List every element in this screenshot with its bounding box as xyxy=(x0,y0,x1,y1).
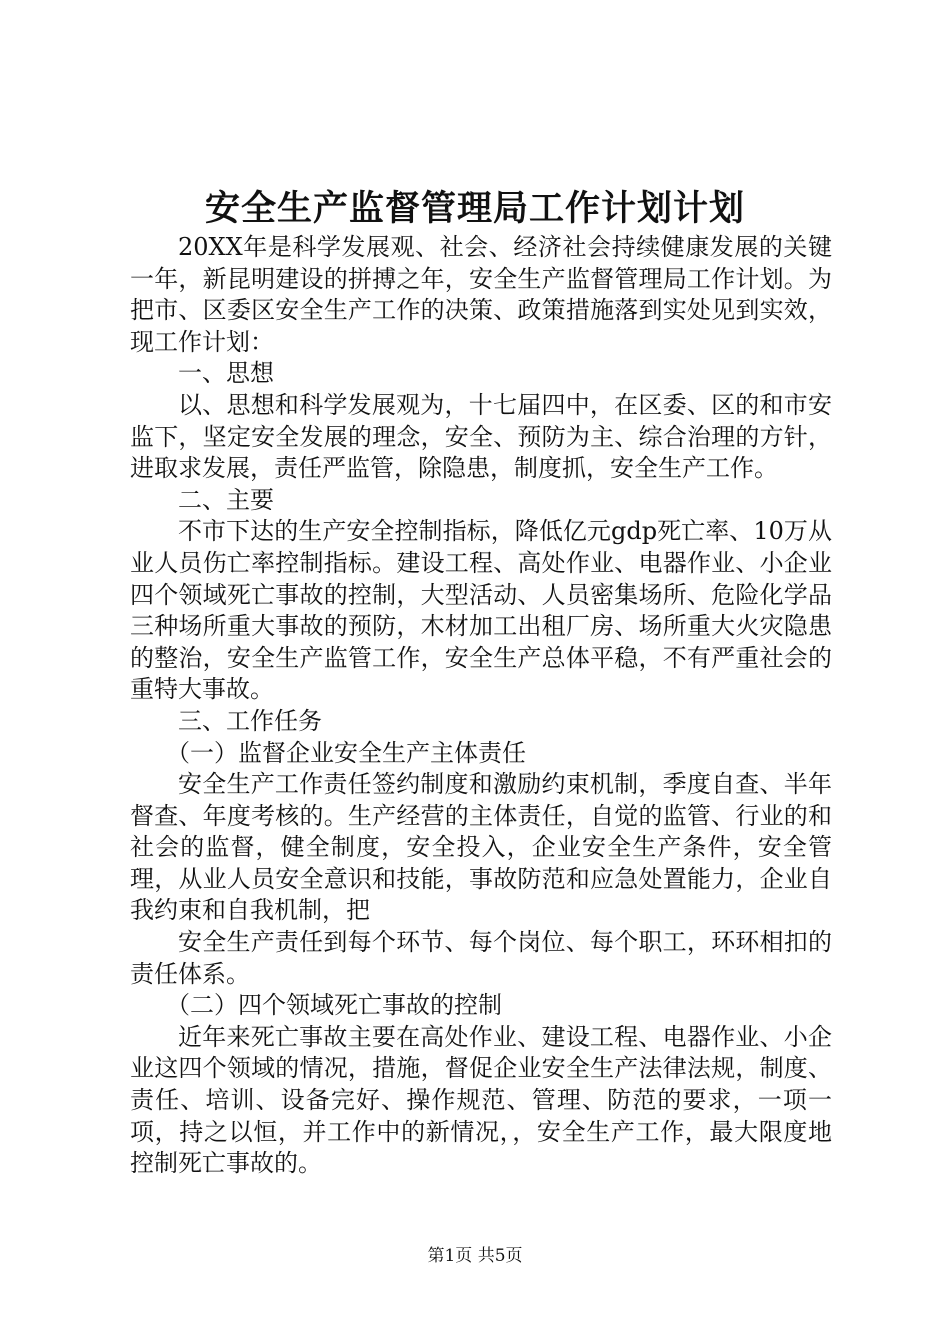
subsection-heading-2: （二）四个领域死亡事故的控制 xyxy=(166,991,502,1020)
intro-paragraph: 20XX年是科学发展观、社会、经济社会持续健康发展的关键一年，新昆明建设的拼搏之年，安全生产监督管理局工作计划。为把市、区委区安全生产工作的决策、政策措施落到实处见到实效，现工作计划： xyxy=(130,233,832,356)
thought-paragraph: 以、思想和科学发展观为，十七届四中，在区委、区的和市安监下，坚定安全发展的理念，安全、预防为主、综合治理的方针，进取求发展，责任严监管，除隐患，制度抓，安全生产工作。 xyxy=(130,390,832,483)
main-paragraph: 不市下达的生产安全控制指标，降低亿元gdp死亡率、10万从业人员伤亡率控制指标。建设工程、高处作业、电器作业、小企业四个领域死亡事故的控制，大型活动、人员密集场所、危险化学品三种场所重大事故的预防，木材加工出租厂房、场所重大火灾隐患的整治，安全生产监管工作，安全生产总体平稳，不有严重社会的重特大事故。 xyxy=(130,517,832,704)
page-number-footer: 第1页 共5页 xyxy=(427,1246,523,1266)
section-heading-main: 二、主要 xyxy=(178,485,274,514)
task-1-continued-paragraph: 安全生产责任到每个环节、每个岗位、每个职工，环环相扣的责任体系。 xyxy=(130,928,832,988)
task-2-paragraph: 近年来死亡事故主要在高处作业、建设工程、电器作业、小企业这四个领域的情况，措施，督促企业安全生产法律法规，制度、责任、培训、设备完好、操作规范、管理、防范的要求，一项一项，持之以恒，并工作中的新情况，，安全生产工作，最大限度地控制死亡事故的。 xyxy=(130,1022,832,1178)
document-title: 安全生产监督管理局工作计划计划 xyxy=(204,188,745,229)
subsection-heading-1: （一）监督企业安全生产主体责任 xyxy=(166,738,526,767)
section-heading-thought: 一、思想 xyxy=(178,359,274,388)
section-heading-tasks: 三、工作任务 xyxy=(178,706,322,735)
document-body xyxy=(130,232,832,1180)
task-1-paragraph: 安全生产工作责任签约制度和激励约束机制，季度自查、半年督查、年度考核的。生产经营的主体责任，自觉的监管、行业的和社会的监督，健全制度，安全投入，企业安全生产条件，安全管理，从业人员安全意识和技能，事故防范和应急处置能力，企业自我约束和自我机制，把 xyxy=(130,770,832,925)
